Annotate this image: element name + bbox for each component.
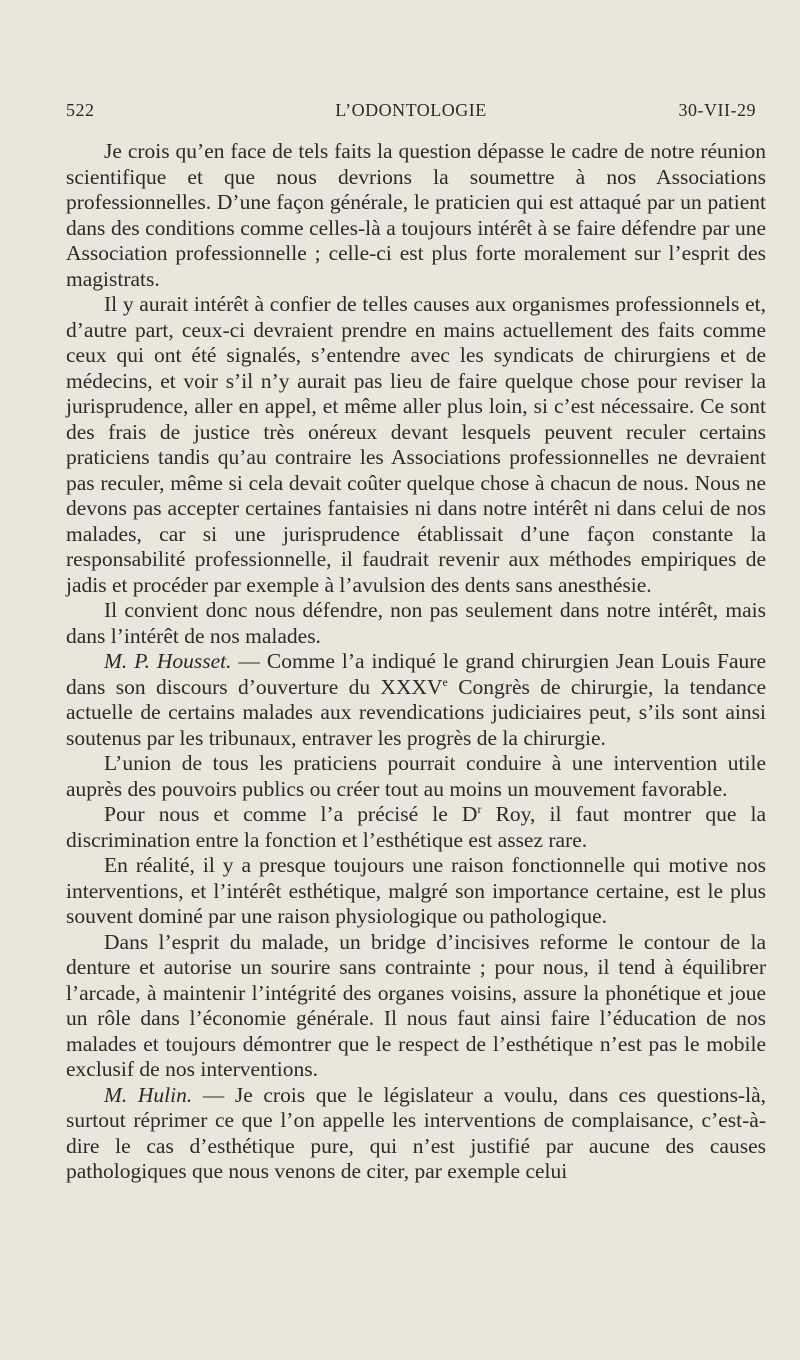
running-head [66, 100, 756, 128]
paragraph: L’union de tous les praticiens pourrait conduire à une intervention utile auprès des pouvoirs publics ou créer tout au moins un mouvement favorable. [66, 751, 766, 801]
speaker-name: M. Hulin. [104, 1082, 193, 1107]
paragraph: Il y aurait intérêt à confier de telles causes aux organismes professionnels et, d’autre part, ceux-ci devraient prendre en mains actuellement des faits comme ceux qui ont été signalés, s’entendre avec les syndicats de chirurgiens et de médecins, et voir s’il n’y aurait pas lieu de faire quelque chose pour reviser la jurisprudence, aller en appel, et même aller plus loin, si c’est nécessaire. Ce sont des frais de justice très onéreux devant lesquels peuvent reculer certains praticiens tandis qu’au contraire les Associations professionnelles ne devraient pas reculer, même si cela devait coûter quelque chose à chacun de nous. Nous ne devons pas accepter certaines fantaisies ni dans notre intérêt ni dans celui de nos malades, car si une jurisprudence établissait d’une façon constante la responsabilité professionnelle, il faudrait revenir aux méthodes empiriques de jadis et procéder par exemple à l’avulsion des dents sans anesthésie. [66, 292, 766, 597]
page-number: 522 [66, 100, 95, 120]
body-text [66, 139, 766, 1185]
paragraph: Dans l’esprit du malade, un bridge d’incisives reforme le contour de la denture et autorise un sourire sans contrainte ; pour nous, il tend à équilibrer l’arcade, à maintenir l’intégrité des organes voisins, assure la phonétique et joue un rôle dans l’économie générale. Il nous faut ainsi faire l’éducation de nos malades et toujours démontrer que le respect de l’esthétique n’est pas le mobile exclusif de nos interventions. [66, 929, 766, 1081]
paragraph: En réalité, il y a presque toujours une raison fonctionnelle qui motive nos interventions, et l’intérêt esthétique, malgré son importance certaine, est le plus souvent dominé par une raison physiologique ou pathologique. [66, 853, 766, 928]
paragraph: Pour nous et comme l’a précisé le $D^r$ Roy, il faut montrer que la discrimination entre la fonction et l’esthétique est assez rare. [66, 801, 766, 852]
issue-date: 30-VII-29 [678, 100, 756, 120]
speaker-name: M. P. Housset. [104, 649, 232, 673]
paragraph: Je crois qu’en face de tels faits la question dépasse le cadre de notre réunion scientifique et que nous devrions la soumettre à nos Associations professionnelles. D’une façon générale, le praticien qui est attaqué par un patient dans des conditions comme celles-là a toujours intérêt à se faire défendre par une Association professionnelle ; celle-ci est plus forte moralement sur l’esprit des magistrats. [66, 139, 766, 291]
paragraph: M. P. Housset. — Comme l’a indiqué le grand chirurgien Jean Louis Faure dans son discours d’ouverture du XXXVe Congrès de chirurgie, la tendance actuelle de certains malades aux revendications judiciaires peut, s’ils sont ainsi soutenus par les tribunaux, entraver les progrès de la chirurgie. [66, 649, 766, 750]
paragraph: Il convient donc nous défendre, non pas seulement dans notre intérêt, mais dans l’intérêt de nos malades. [66, 598, 766, 648]
paragraph: M. Hulin. — Je crois que le législateur a voulu, dans ces questions-là, surtout réprimer ce que l’on appelle les interventions de complaisance, c’est-à-dire le cas d’esthétique pure, qui n’est justifié par aucune des causes pathologiques que nous venons de citer, par exemple celui [66, 1082, 766, 1183]
journal-title: L’ODONTOLOGIE [335, 100, 487, 120]
